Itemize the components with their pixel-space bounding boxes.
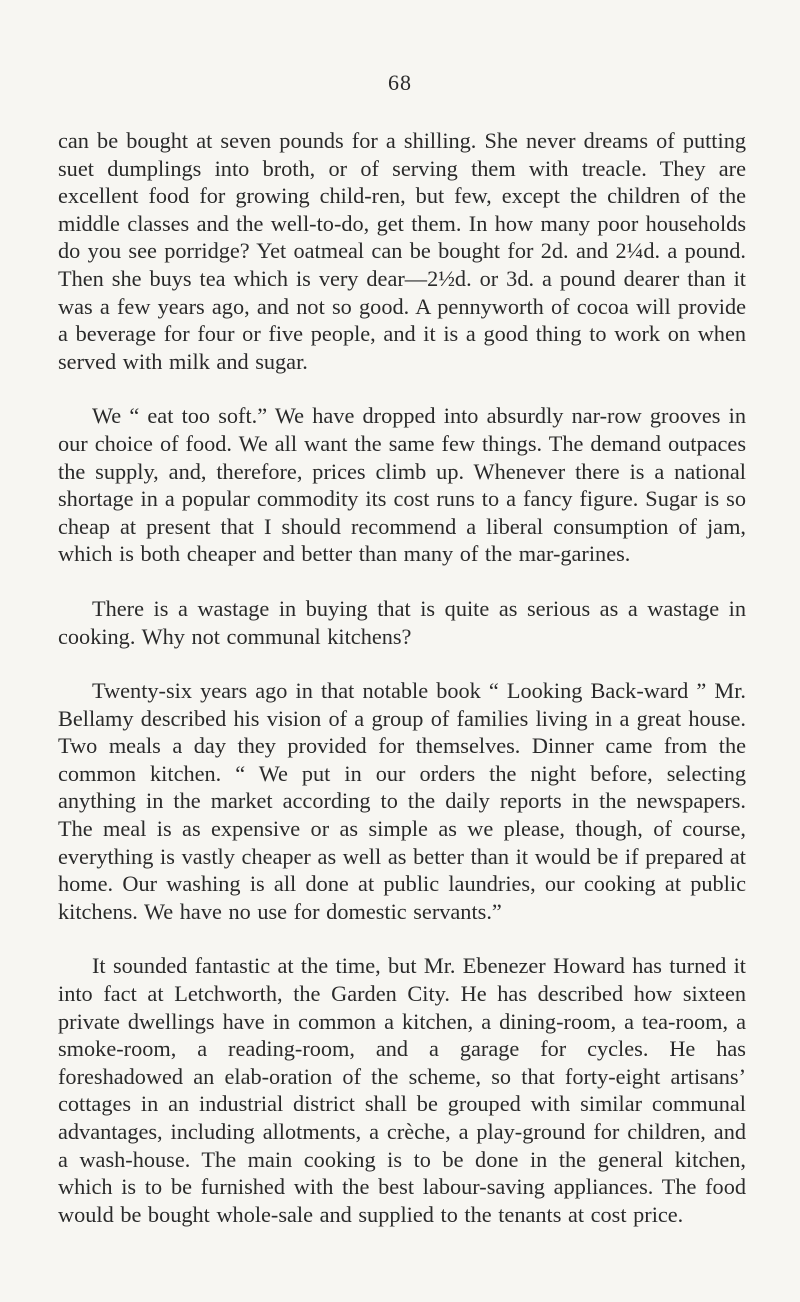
paragraph-looking-backward: Twenty-six years ago in that notable book “ Looking Back-ward ” Mr. Bellamy described his vision of a group of families living in a great house. Two meals a day they provided for themselves. Dinner came from the common kitchen. “ We put in our orders the night before, selecting anything in the market according to the daily reports in the newspapers. The meal is as expensive or as simple as we please, though, of course, everything is vastly cheaper as well as better than it would be if prepared at home. Our washing is all done at public laundries, our cooking at public kitchens. We have no use for domestic servants.” bbox=[58, 678, 746, 924]
paragraph-eat-too-soft: We “ eat too soft.” We have dropped into absurdly nar-row grooves in our choice of food. We all want the same few things. The demand outpaces the supply, and, therefore, prices climb up. Whenever there is a national shortage in a popular commodity its cost runs to a fancy figure. Sugar is so cheap at present that I should recommend a liberal consumption of jam, which is both cheaper and better than many of the mar-garines. bbox=[58, 403, 746, 567]
body-text bbox=[58, 127, 746, 1255]
page-number: 68 bbox=[388, 70, 412, 95]
paragraph-letchworth: It sounded fantastic at the time, but Mr. Ebenezer Howard has turned it into fact at Letchworth, the Garden City. He has described how sixteen private dwellings have in common a kitchen, a dining-room, a tea-room, a smoke-room, a reading-room, and a garage for cycles. He has foreshadowed an elab-oration of the scheme, so that forty-eight artisans’ cottages in an industrial district shall be grouped with similar communal advantages, including allotments, a crèche, a play-ground for children, and a wash-house. The main cooking is to be done in the general kitchen, which is to be furnished with the best labour-saving appliances. The food would be bought whole-sale and supplied to the tenants at cost price. bbox=[58, 953, 746, 1227]
paragraph-wastage-in-buying: There is a wastage in buying that is quite as serious as a wastage in cooking. Why not communal kitchens? bbox=[58, 595, 746, 649]
paragraph-oatmeal-and-tea: can be bought at seven pounds for a shilling. She never dreams of putting suet dumplings into broth, or of serving them with treacle. They are excellent food for growing child-ren, but few, except the children of the middle classes and the well-to-do, get them. In how many poor households do you see porridge? Yet oatmeal can be bought for 2d. and 2¼d. a pound. Then she buys tea which is very dear—2½d. or 3d. a pound dearer than it was a few years ago, and not so good. A pennyworth of cocoa will provide a beverage for four or five people, and it is a good thing to work on when served with milk and sugar. bbox=[58, 128, 746, 374]
